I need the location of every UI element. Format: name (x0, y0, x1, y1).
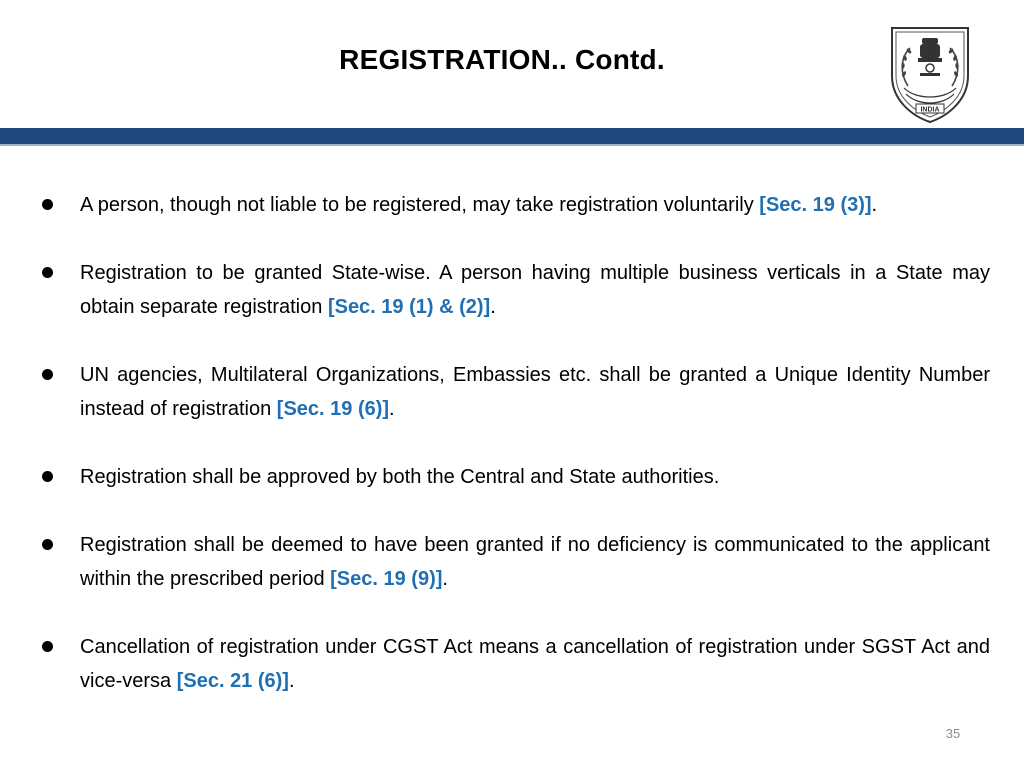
bullet-text: Registration to be granted State-wise. A person having multiple business verticals in a State may obtain separate registration (80, 262, 990, 318)
bullet-dot-icon (42, 369, 53, 380)
section-reference: [Sec. 19 (9)] (330, 568, 443, 590)
bullet-list (40, 188, 990, 732)
section-reference: [Sec. 19 (3)] (759, 194, 872, 216)
bullet-dot-icon (42, 641, 53, 652)
bullet-item (40, 256, 990, 324)
bullet-tail: . (288, 670, 295, 692)
bullet-text: Registration shall be approved by both the Central and State authorities. (80, 466, 720, 488)
bullet-dot-icon (42, 539, 53, 550)
bullet-tail: . (389, 398, 395, 420)
emblem-india-text: INDIA (920, 106, 940, 114)
bullet-item (40, 358, 990, 426)
bullet-item (40, 630, 990, 698)
department-emblem-logo (886, 24, 974, 124)
bullet-tail: . (442, 568, 448, 590)
bullet-dot-icon (42, 471, 53, 482)
bullet-text: UN agencies, Multilateral Organizations, Embassies etc. shall be granted a Unique Identity Number instead of registration (80, 364, 990, 420)
bullet-item (40, 460, 990, 494)
page-number: 35 (945, 726, 961, 741)
section-reference: [Sec. 19 (1) & (2)] (327, 296, 491, 318)
slide-title: REGISTRATION.. Contd. (339, 44, 665, 75)
section-reference: [Sec. 19 (6)] (276, 398, 390, 420)
bullet-text: A person, though not liable to be registered, may take registration voluntarily (80, 194, 760, 216)
bullet-item (40, 528, 990, 596)
bullet-text: Registration shall be deemed to have been granted if no deficiency is communicated to the applicant within the prescribed period (80, 534, 990, 590)
bullet-text: Cancellation of registration under CGST Act means a cancellation of registration under SGST Act and vice-versa (80, 636, 990, 692)
bullet-dot-icon (42, 267, 53, 278)
bullet-item (40, 188, 990, 222)
section-reference: [Sec. 21 (6)] (176, 670, 289, 692)
bullet-dot-icon (42, 199, 53, 210)
bullet-tail: . (871, 194, 878, 216)
bullet-tail: . (490, 296, 496, 318)
header-banner (0, 128, 1024, 146)
